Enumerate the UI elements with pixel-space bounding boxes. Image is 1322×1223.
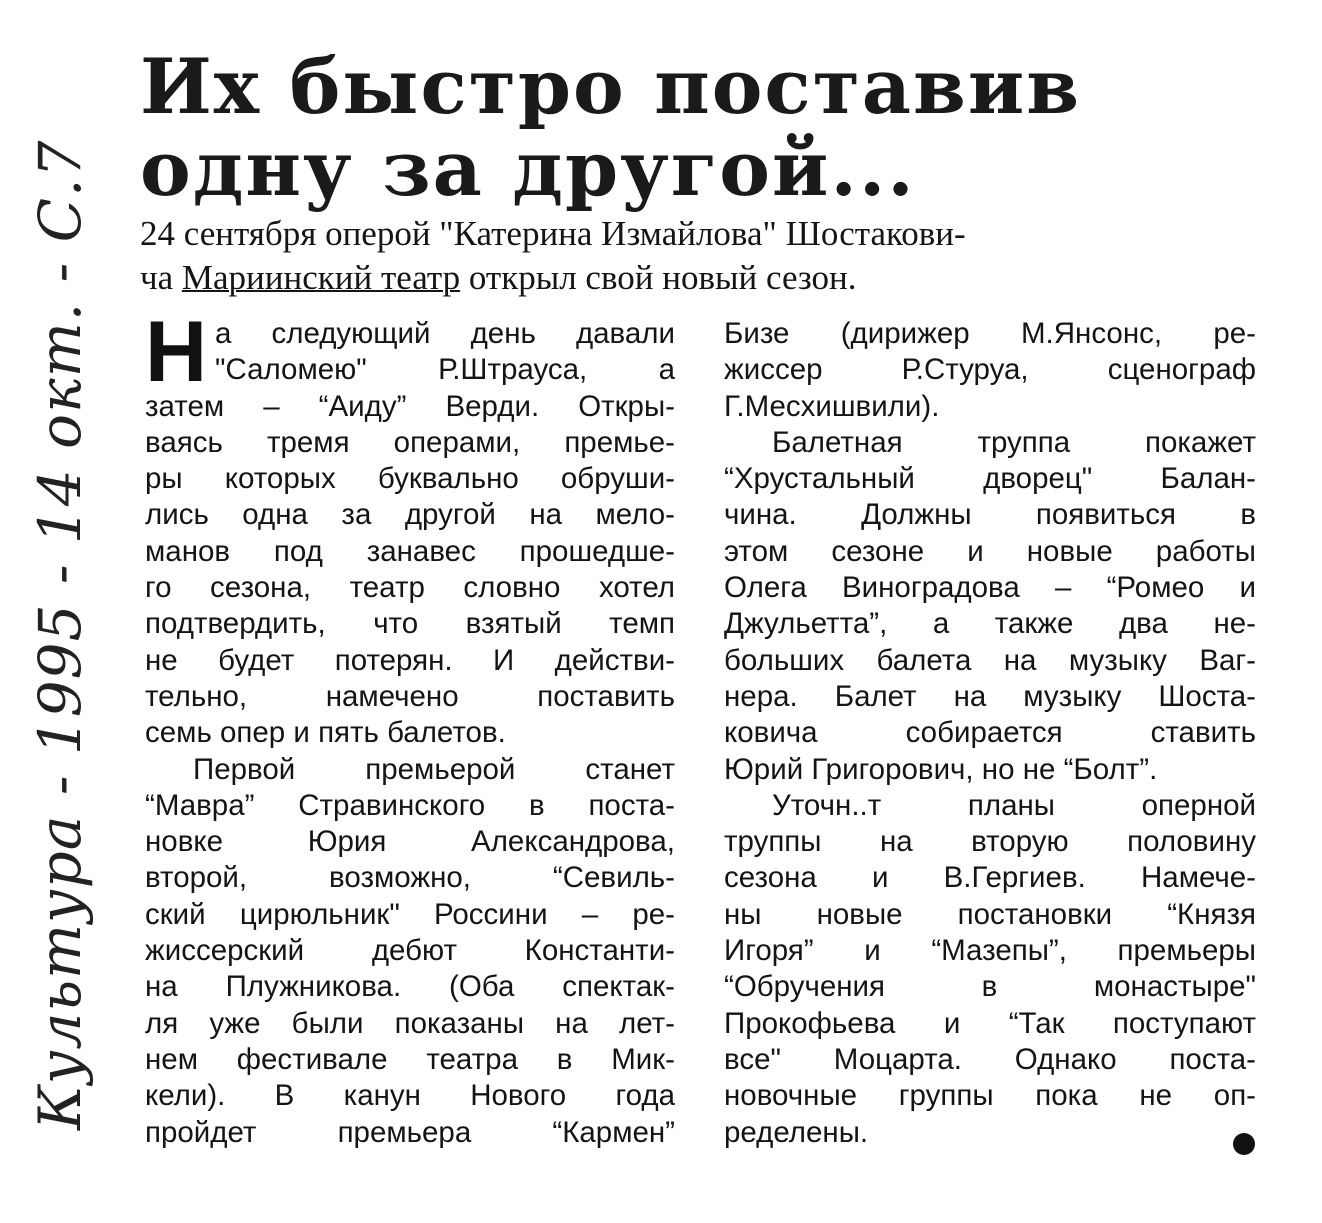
text-line: “Обручения в монастыре" [724, 970, 1256, 1004]
text-line: “Мавра” Стравинского в поста- [145, 788, 675, 822]
text-line: Балетная труппа покажет [772, 425, 1256, 459]
article-column-left [145, 304, 675, 1151]
text-line: новочные группы пока не оп- [724, 1079, 1256, 1113]
text-line: подтвердить, что взятый темп [145, 607, 675, 641]
text-line: второй, возможно, “Севиль- [145, 861, 675, 895]
text-line: Джульетта”, а также два не- [724, 607, 1256, 641]
end-of-article-bullet [1233, 1133, 1255, 1155]
lead-line-2 [140, 256, 1260, 300]
text-line: не будет потерян. И действи- [145, 643, 675, 677]
text-line: Уточн..т планы оперной [772, 788, 1256, 822]
text-line: а следующий день давали [215, 317, 675, 350]
lead-line-2-end: открыл свой новый сезон. [460, 258, 857, 297]
text-line: больших балета на музыку Ваг- [724, 643, 1256, 677]
text-line: "Саломею" Р.Штрауса, а [215, 353, 675, 387]
text-line: сезона и В.Гергиев. Намече- [724, 861, 1256, 895]
lead-underlined-theatre: Мариинский театр [181, 258, 461, 297]
text-line: ковича собирается ставить [724, 716, 1256, 750]
article-column-right [724, 316, 1256, 1151]
text-line: Юрий Григорович, но не “Болт”. [724, 752, 1158, 786]
text-line: затем – “Аиду” Верди. Откры- [145, 389, 675, 423]
text-line: этом сезоне и новые работы [724, 534, 1256, 568]
text-line: ры которых буквально обруши- [145, 462, 675, 496]
text-line: нера. Балет на музыку Шоста- [724, 679, 1256, 713]
text-line: го сезона, театр словно хотел [145, 571, 675, 605]
headline [140, 42, 1250, 213]
text-line: новке Юрия Александрова, [145, 825, 675, 859]
text-line: “Хрустальный дворец" Балан- [724, 462, 1256, 496]
text-line: нем фестивале театра в Мик- [145, 1042, 675, 1076]
text-line: ределены. [724, 1115, 869, 1149]
handwritten-source-note: Культура - 1995 - 14 окт. - С.7 [26, 139, 94, 1130]
text-line: Первой премьерой станет [193, 752, 675, 786]
text-line: лись одна за другой на мело- [145, 498, 675, 532]
text-line: Бизе (дирижер М.Янсонс, ре- [724, 317, 1256, 350]
text-line: чина. Должны появиться в [724, 498, 1256, 532]
text-line: Прокофьева и “Так поступают [724, 1006, 1256, 1040]
text-line: ны новые постановки “Князя [724, 897, 1256, 931]
headline-line-2: одну за другой... [140, 124, 916, 213]
text-line: кели). В канун Нового года [145, 1079, 675, 1113]
text-line: ский цирюльник" Россини – ре- [145, 897, 675, 931]
text-line: на Плужникова. (Оба спектак- [145, 970, 675, 1004]
text-line: Олега Виноградова – “Ромео и [724, 571, 1256, 605]
headline-line-1: Их быстро поставив [140, 42, 1082, 131]
lead-line-2-start: ча [140, 258, 182, 297]
lead-line-1: 24 сентября оперой "Катерина Измайлова" Шостакови- [140, 214, 966, 253]
text-line: труппы на вторую половину [724, 825, 1256, 859]
text-line: тельно, намечено поставить [145, 679, 675, 713]
text-line: пройдет премьера “Кармен” [145, 1115, 675, 1149]
text-line: манов под занавес прошедше- [145, 534, 675, 568]
drop-cap: Н [145, 304, 208, 400]
text-line: Игоря” и “Мазепы”, премьеры [724, 934, 1256, 968]
text-line: ваясь тремя операми, премье- [145, 425, 675, 459]
text-line: жиссер Р.Стуруа, сценограф [724, 353, 1256, 387]
text-line: Г.Месхишвили). [724, 389, 940, 423]
text-line: жиссерский дебют Константи- [145, 934, 675, 968]
text-line: все" Моцарта. Однако поста- [724, 1042, 1256, 1076]
text-line: семь опер и пять балетов. [145, 716, 506, 750]
text-line: ля уже были показаны на лет- [145, 1006, 675, 1040]
lead-paragraph [140, 212, 1260, 300]
